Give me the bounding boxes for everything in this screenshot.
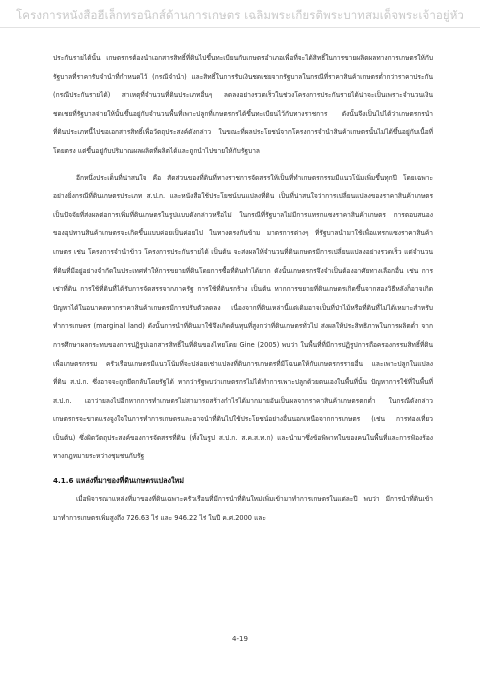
paragraph-income-guarantee: ประกันรายได้นั้น เกษตรกรต้องนำเอกสารสิทธิ์ที่ดินไปขึ้นทะเบียนกับเกษตรอำเภอเพื่อที่จะได้สิทธิ์ในการขายผลิตผลทางการเกษตรให้กับรัฐบาลที่ราคารับจำนำที่กำหนดไว้ (กรณีจำนำ) และสิทธิ์ในการรับเงินชดเชยจากรัฐบาลในกรณีที่ราคาสินค้าเกษตรต่ำกว่าราคาประกัน (กรณีประกันรายได้) สาเหตุที่จำนวนที่ดินประเภทอื่นๆ ลดลงอย่างรวดเร็วในช่วงโครงการประกันรายได้น่าจะเป็นเพราะจำนวนเงินชดเชยที่รัฐบาลจ่ายให้นั้นขึ้นอยู่กับจำนวนพื้นที่เพาะปลูกที่เกษตรกรได้ขึ้นทะเบียนไว้กับทางราชการ ดังนั้นจึงเป็นไปได้ว่าเกษตรกรนำที่ดินประเภทนี้ไปขอเอกสารสิทธิ์เพื่อวัตถุประสงค์ดังกล่าว ในขณะที่ผลประโยชน์จากโครงการจำนำสินค้าเกษตรนั้นไม่ได้ขึ้นอยู่กับเนื้อที่โดยตรง แต่ขึ้นอยู่กับปริมาณผลผลิตที่ผลิตได้และถูกนำไปขายให้กับรัฐบาล [53, 54, 433, 155]
header-title: โครงการหนังสือฮีเล็กทรอนิกส์ด้านการเกษตร เฉลิมพระเกียรติพระบาทสมเด็จพระเจ้าอยู่หัว [16, 8, 464, 22]
page-body [53, 49, 433, 527]
section-paragraph: เมื่อพิจารณาแหล่งที่มาของที่ดินเฉพาะครัวเรือนที่มีการนำที่ดินใหม่เพิ่มเข้ามาทำการเกษตรในแต่ละปี พบว่า มีการนำที่ดินเข้ามาทำการเกษตรเพิ่มสูงถึง 726.63 ไร่ และ 946.22 ไร่ ในปี ค.ศ.2000 และ [53, 495, 433, 522]
section-heading: 4.1.6 แหล่งที่มาของที่ดินเกษตรแปลงใหม่ [53, 476, 184, 486]
paragraph-land-allocation: อีกหนึ่งประเด็นที่น่าสนใจ คือ สัดส่วนของที่ดินที่ทางราชการจัดสรรให้เป็นที่ทำเกษตรกรรมมีแนวโน้มเพิ่มขึ้นทุกปี โดยเฉพาะอย่างยิ่งกรณีที่ดินเกษตรประเภท ส.ป.ก. และหนังสือใช้ประโยชน์บนแปลงที่ดิน เป็นที่น่าสนใจว่าการเปลี่ยนแปลงของราคาสินค้าเกษตรเป็นปัจจัยที่ส่งผลต่อการเพิ่มที่ดินเกษตรในรูปแบบดังกล่าวหรือไม่ ในกรณีที่รัฐบาลไม่มีการแทรกแซงราคาสินค้าเกษตร การตอบสนองของอุปทานสินค้าเกษตรจะเกิดขึ้นแบบค่อยเป็นค่อยไป ในทางตรงกันข้าม มาตรการต่างๆ ที่รัฐบาลนำมาใช้เพื่อแทรกแซงราคาสินค้าเกษตร เช่น โครงการจำนำข้าว โครงการประกันรายได้ เป็นต้น จะส่งผลให้จำนวนที่ดินเกษตรมีการเปลี่ยนแปลงอย่างรวดเร็ว แต่จำนวนที่ดินที่มีอยู่อย่างจำกัดในประเทศทำให้การขยายที่ดินโดยการซื้อที่ดินทำได้ยาก ดังนั้นเกษตรกรจึงจำเป็นต้องอาศัยทางเลือกอื่น เช่น การเช่าที่ดิน การใช้ที่ดินที่ได้รับการจัดสรรจากภาครัฐ การใช้ที่ดินรกร้าง เป็นต้น หากการขยายที่ดินเกษตรเกิดขึ้นจากสองวิธีหลังก็อาจเกิดปัญหาได้ในอนาคตหากราคาสินค้าเกษตรมีการปรับตัวลดลง เนื่องจากที่ดินเหล่านี้แต่เดิมอาจเป็นที่ป่าไม้หรือที่ดินที่ไม่ได้เหมาะสำหรับทำการเกษตร (marginal land) ดังนั้นการนำที่ดินมาใช้จึงเกิดต้นทุนที่สูงกว่าที่ดินเกษตรทั่วไป ส่งผลให้ประสิทธิภาพในการผลิตต่ำ จากการศึกษาผลกระทบของการปฏิรูปเอกสารสิทธิ์ในที่ดินของไทยโดย Gine (2005) พบว่า ในพื้นที่ที่มีการปฏิรูปการถือครองกรรมสิทธิ์ที่ดินเพื่อเกษตรกรรม ครัวเรือนเกษตรมีแนวโน้มที่จะปล่อยเช่าแปลงที่ดินการเกษตรที่มีโฉนดให้กับเกษตรกรรายอื่น และเพาะปลูกในแปลงที่ดิน ส.ป.ก. ซึ่งอาจจะถูกยึดกลับโดยรัฐได้ หากว่ารัฐพบว่าเกษตรกรไม่ได้ทำการเพาะปลูกด้วยตนเองในพื้นที่นั้น ปัญหาการใช้ที่ในพื้นที่ ส.ป.ก. เอาว่ายลงไปอีกหากการทำเกษตรไม่สามารถสร้างกำไรได้มากมายอันเป็นผลจากราคาสินค้าเกษตรตกต่ำ ในกรณีดังกล่าวเกษตรกรจะขาดแรงจูงใจในการทำการเกษตรและอาจนำที่ดินไปใช้ประโยชน์อย่างอื่นนอกเหนือจากการเกษตร (เช่น การท่องเที่ยว เป็นต้น) ซึ่งผิดวัตถุประสงค์ของการจัดสรรที่ดิน (ทั้งในรูป ส.ป.ก. ส.ค.ส.ท.ก) และนำมาซึ่งข้อพิพาทในของคนในพื้นที่และการฟ้องร้องทางกฎหมายระหว่างชุมชนกับรัฐ [53, 173, 433, 461]
page-header [0, 0, 480, 30]
page-number: 4-19 [232, 635, 248, 643]
header-divider [0, 27, 480, 28]
